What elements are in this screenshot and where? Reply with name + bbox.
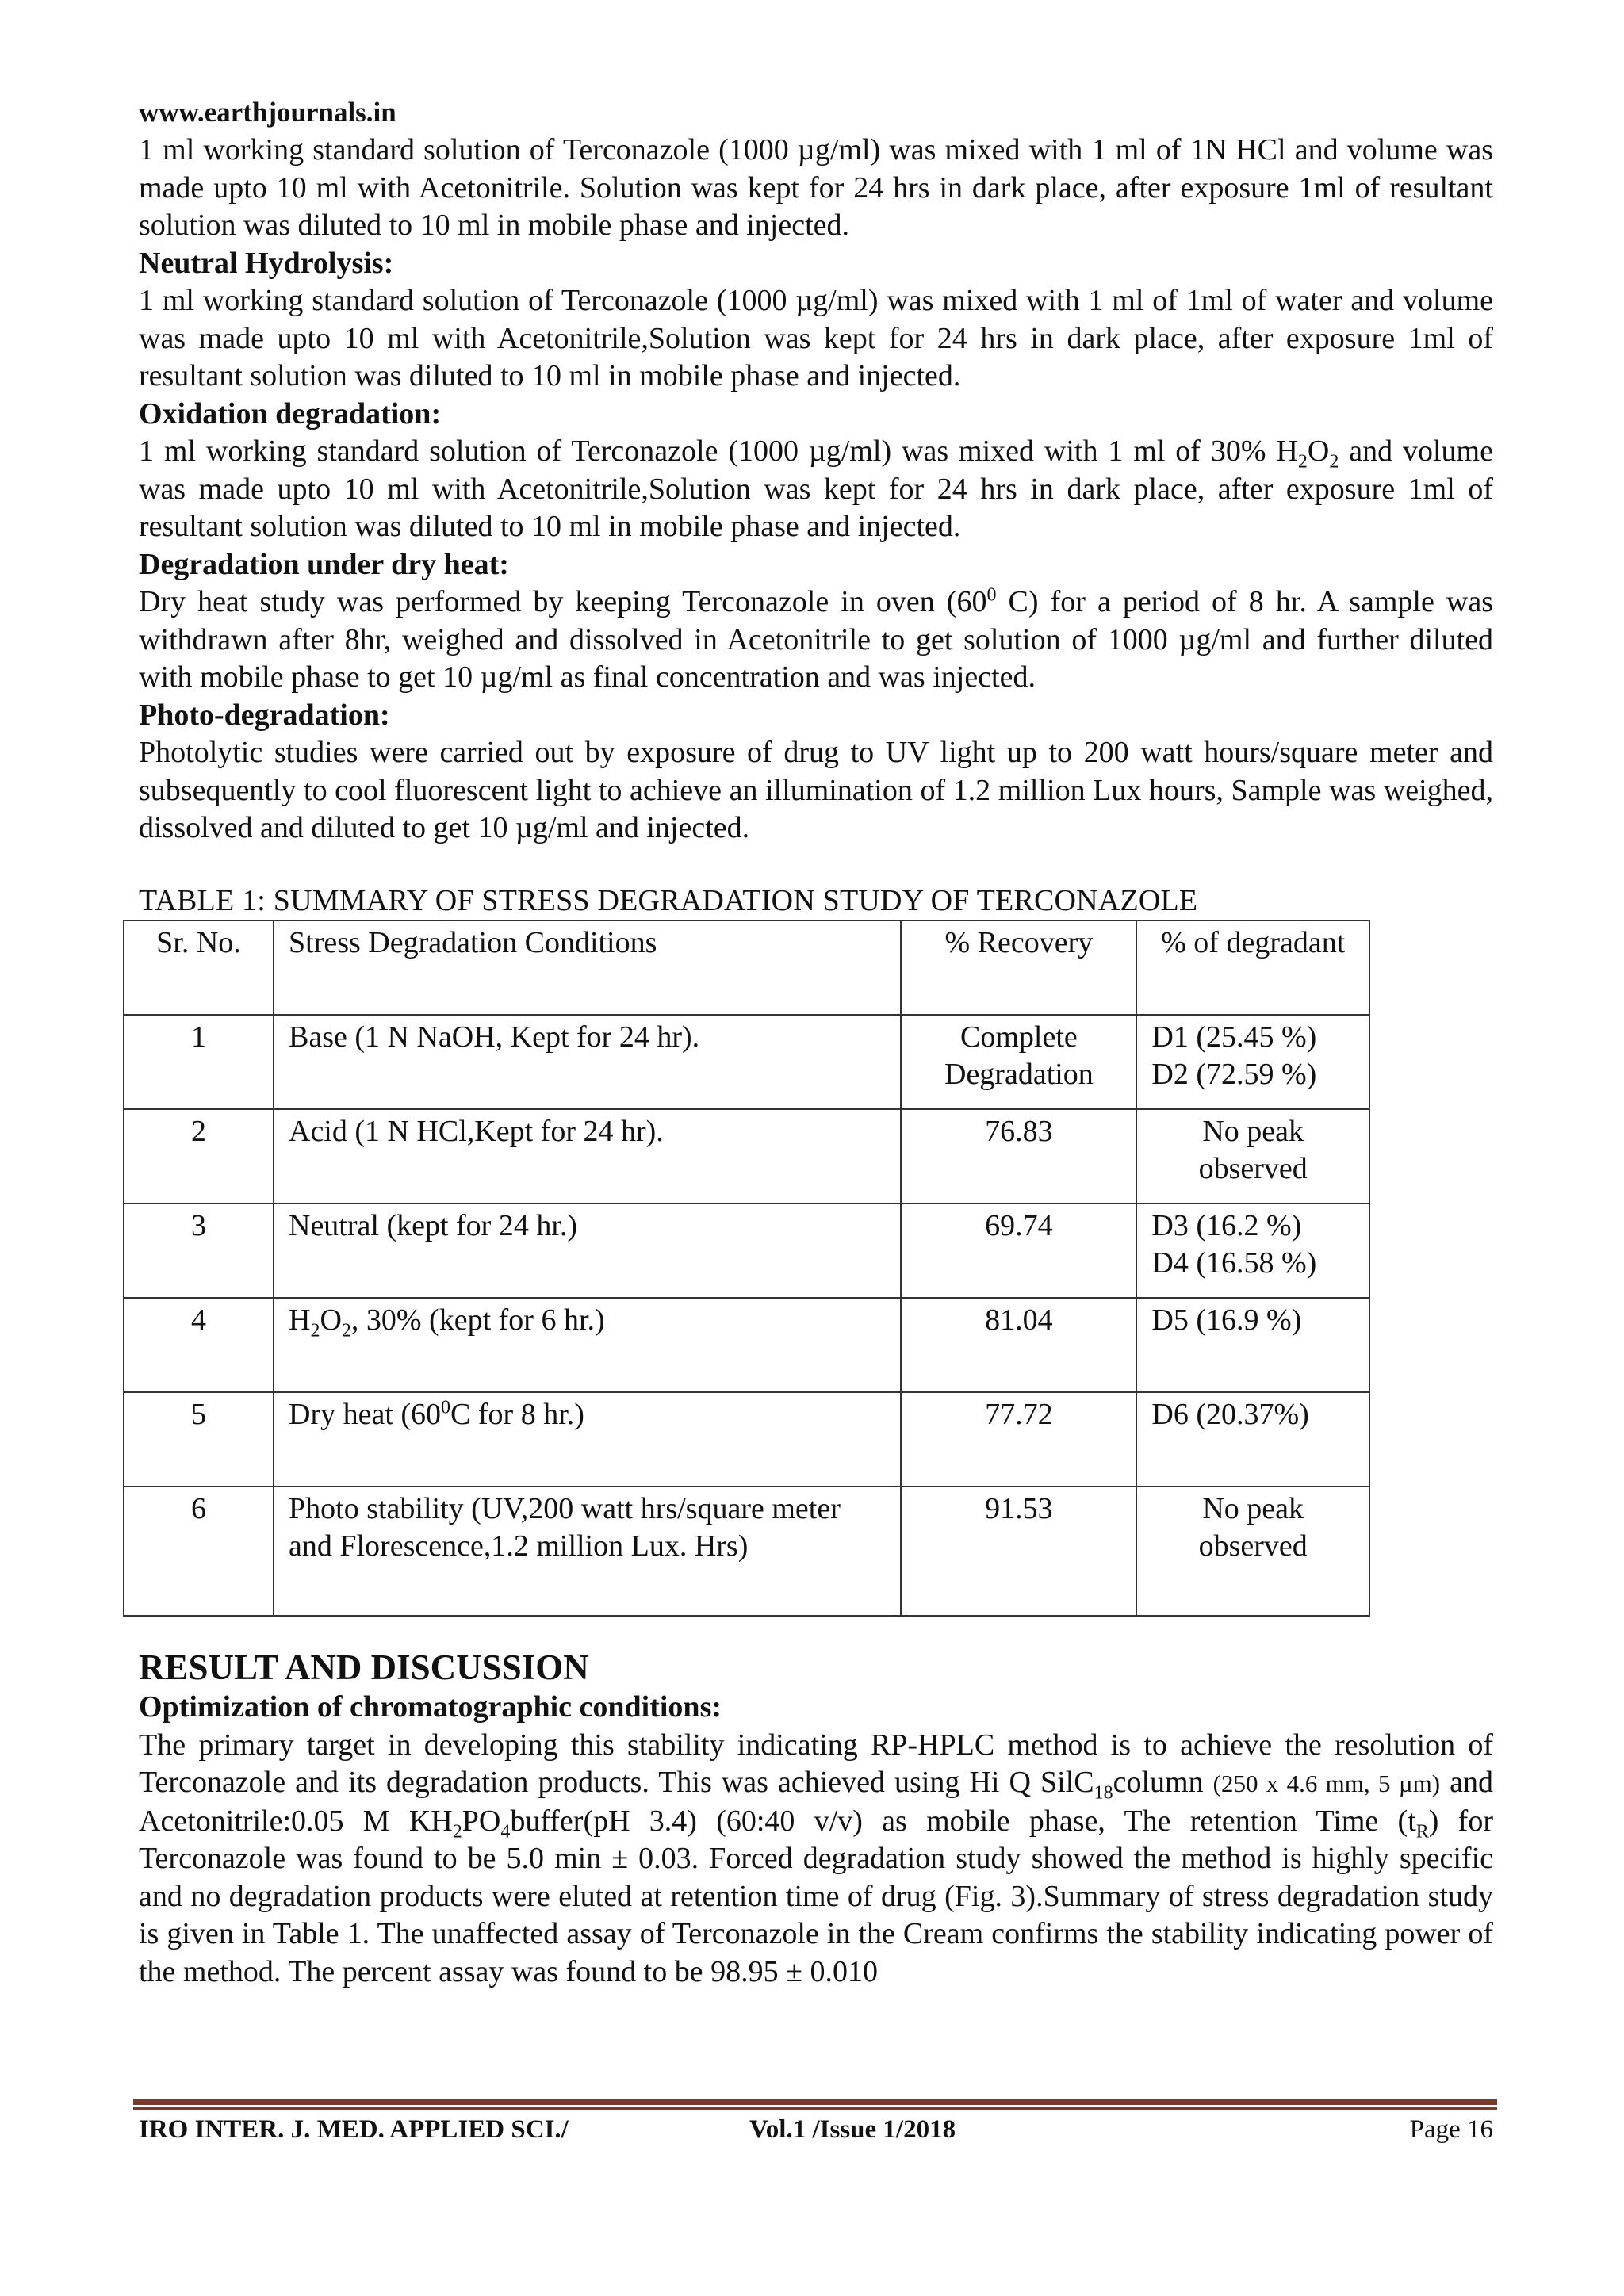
site-url: www.earthjournals.in [139, 97, 396, 128]
recovery-cell: 69.74 [901, 1203, 1136, 1298]
header-cell: Stress Degradation Conditions [274, 920, 901, 1015]
upper-text [139, 94, 1493, 848]
table-row [124, 1015, 1369, 1109]
condition-cell: Dry heat ($60^0C$ for 8 hr.) [274, 1392, 901, 1487]
recovery-cell: 76.83 [901, 1109, 1136, 1203]
sr-cell: 5 [124, 1392, 274, 1487]
header-cell: % Recovery [901, 920, 1136, 1015]
neutral-heading: Neutral Hydrolysis: [139, 246, 394, 280]
condition-cell: Neutral (kept for 24 hr.) [274, 1203, 901, 1298]
oxidation-paragraph: 1 ml working standard solution of Terconazole (1000 µg/ml) was mixed with 1 ml of 30% $H_2O_2$ and volume was made upto 10 ml with Acetonitrile,Solution was kept for 24 hrs in dark place, after exposure 1ml of resultant solution was diluted to 10 ml in mobile phase and injected. [139, 434, 1493, 543]
dry-heat-heading: Degradation under dry heat: [139, 547, 509, 581]
results-heading: RESULT AND DISCUSSION [139, 1647, 589, 1687]
results-paragraph: The primary target in developing this stability indicating RP-HPLC method is to achieve the resolution of Terconazole and its degradation products. This was achieved using Hi Q SilC$_{18}$column (250 x 4.6 mm, 5 µm) and Acetonitrile:0.05 M $KH_2PO_4buffer(pH$ 3.4) (60:40 v/v) as mobile phase, The retention Time $(t_R)$ for Terconazole was found to be 5.0 min ± 0.03. Forced degradation study showed the method is highly specific and no degradation products were eluted at retention time of drug (Fig. 3).Summary of stress degradation study is given in Table 1. The unaffected assay of Terconazole in the Cream confirms the stability indicating power of the method. The percent assay was found to be 98.95 ± 0.010 [139, 1728, 1493, 1988]
sr-cell: 3 [124, 1203, 274, 1298]
degradant-cell: D3 (16.2 %) D4 (16.58 %) [1136, 1203, 1369, 1298]
condition-cell: $H_2O_2$, 30% (kept for 6 hr.) [274, 1298, 901, 1392]
header-cell: % of degradant [1136, 920, 1369, 1015]
condition-cell: Base (1 N NaOH, Kept for 24 hr). [274, 1015, 901, 1109]
recovery-cell: 91.53 [901, 1487, 1136, 1616]
degradant-cell: D1 (25.45 %) D2 (72.59 %) [1136, 1015, 1369, 1109]
table-row [124, 1298, 1369, 1392]
recovery-cell: Complete Degradation [901, 1015, 1136, 1109]
table-header-row [124, 920, 1369, 1015]
results-section [139, 1646, 1493, 1991]
condition-cell: Photo stability (UV,200 watt hrs/square meter and Florescence,1.2 million Lux. Hrs) [274, 1487, 901, 1616]
footer-rule-thin [133, 2107, 1497, 2110]
page-footer [139, 2115, 1493, 2153]
oxidation-heading: Oxidation degradation: [139, 396, 442, 430]
sr-cell: 6 [124, 1487, 274, 1616]
degradant-cell: No peak observed [1136, 1109, 1369, 1203]
sr-cell: 1 [124, 1015, 274, 1109]
sr-cell: 2 [124, 1109, 274, 1203]
condition-cell: Acid (1 N HCl,Kept for 24 hr). [274, 1109, 901, 1203]
table-row [124, 1392, 1369, 1487]
dry-heat-paragraph: Dry heat study was performed by keeping Terconazole in oven ($60^0$ C) for a period of 8 hr. A sample was withdrawn after 8hr, weighed and dissolved in Acetonitrile to get solution of 1000 µg/ml and further diluted with mobile phase to get 10 µg/ml as final concentration and was injected. [139, 584, 1493, 694]
stress-table [123, 920, 1370, 1617]
recovery-cell: 77.72 [901, 1392, 1136, 1487]
table-caption: TABLE 1: SUMMARY OF STRESS DEGRADATION STUDY OF TERCONAZOLE [139, 884, 1198, 917]
recovery-cell: 81.04 [901, 1298, 1136, 1392]
table-row [124, 1109, 1369, 1203]
degradant-cell: D6 (20.37%) [1136, 1392, 1369, 1487]
degradant-cell: No peak observed [1136, 1487, 1369, 1616]
photo-paragraph: Photolytic studies were carried out by exposure of drug to UV light up to 200 watt hours/square meter and subsequently to cool fluorescent light to achieve an illumination of 1.2 million Lux hours, Sample was weighed, dissolved and diluted to get 10 µg/ml and injected. [139, 736, 1493, 844]
footer-journal: IRO INTER. J. MED. APPLIED SCI./ [139, 2115, 569, 2144]
header-cell: Sr. No. [124, 920, 274, 1015]
neutral-paragraph: 1 ml working standard solution of Terconazole (1000 µg/ml) was mixed with 1 ml of 1ml of water and volume was made upto 10 ml with Acetonitrile,Solution was kept for 24 hrs in dark place, after exposure 1ml of resultant solution was diluted to 10 ml in mobile phase and injected. [139, 284, 1493, 392]
acid-paragraph: 1 ml working standard solution of Terconazole (1000 µg/ml) was mixed with 1 ml of 1N HCl and volume was made upto 10 ml with Acetonitrile. Solution was kept for 24 hrs in dark place, after exposure 1ml of resultant solution was diluted to 10 ml in mobile phase and injected. [139, 133, 1493, 242]
footer-rule [133, 2099, 1497, 2105]
table-row [124, 1487, 1369, 1616]
photo-heading: Photo-degradation: [139, 698, 390, 732]
footer-page-number: Page 16 [1409, 2115, 1493, 2144]
table-row [124, 1203, 1369, 1298]
footer-volume: Vol.1 /Issue 1/2018 [749, 2115, 956, 2144]
degradant-cell: D5 (16.9 %) [1136, 1298, 1369, 1392]
sr-cell: 4 [124, 1298, 274, 1392]
optimization-heading: Optimization of chromatographic conditions: [139, 1690, 722, 1724]
